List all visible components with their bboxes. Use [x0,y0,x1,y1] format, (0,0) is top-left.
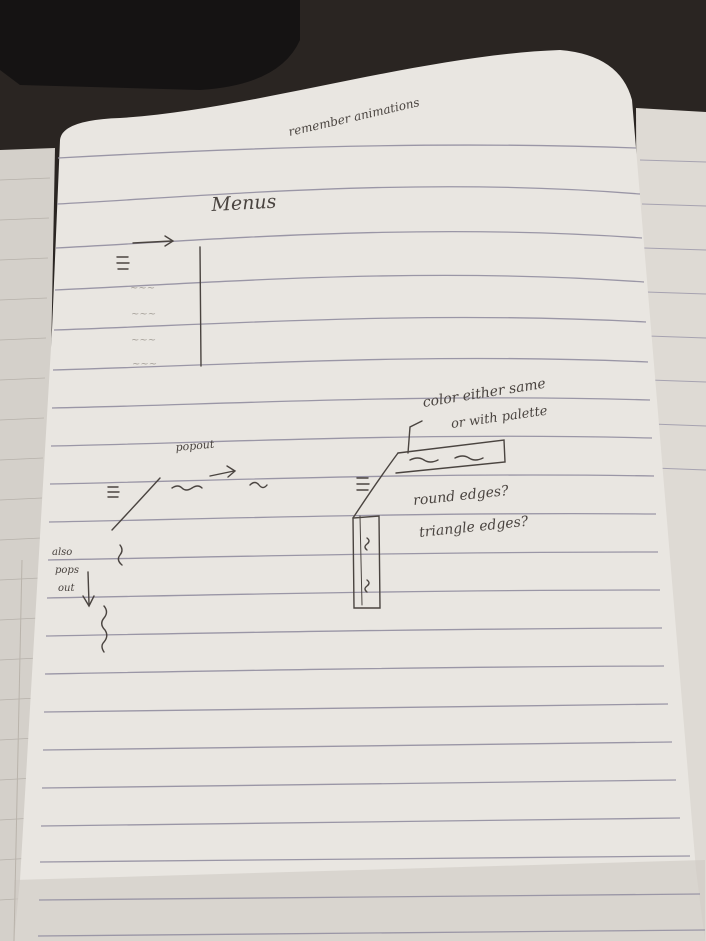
down-arrow [88,572,89,604]
menu-item-1: ~~~ [130,283,156,294]
note-color-line1: color either same [421,375,547,411]
note-popout: popout [174,437,215,454]
menu-item-4: ~~~ [132,359,158,370]
notebook-page [14,50,705,941]
note-also: also [52,547,73,558]
note-remember-animations: remember animations [287,95,421,139]
menu-item-2: ~~~ [131,309,157,320]
note-out: out [58,583,75,594]
note-pops: pops [55,565,79,576]
menu-item-3: ~~~ [131,335,157,346]
menu-panel-edge [200,247,201,366]
note-triangle-edges: triangle edges? [418,513,530,541]
phone-object [0,0,300,90]
note-color-line2: or with palette [450,403,549,432]
note-round-edges: round edges? [412,483,510,509]
heading-menus: Menus [210,190,277,216]
